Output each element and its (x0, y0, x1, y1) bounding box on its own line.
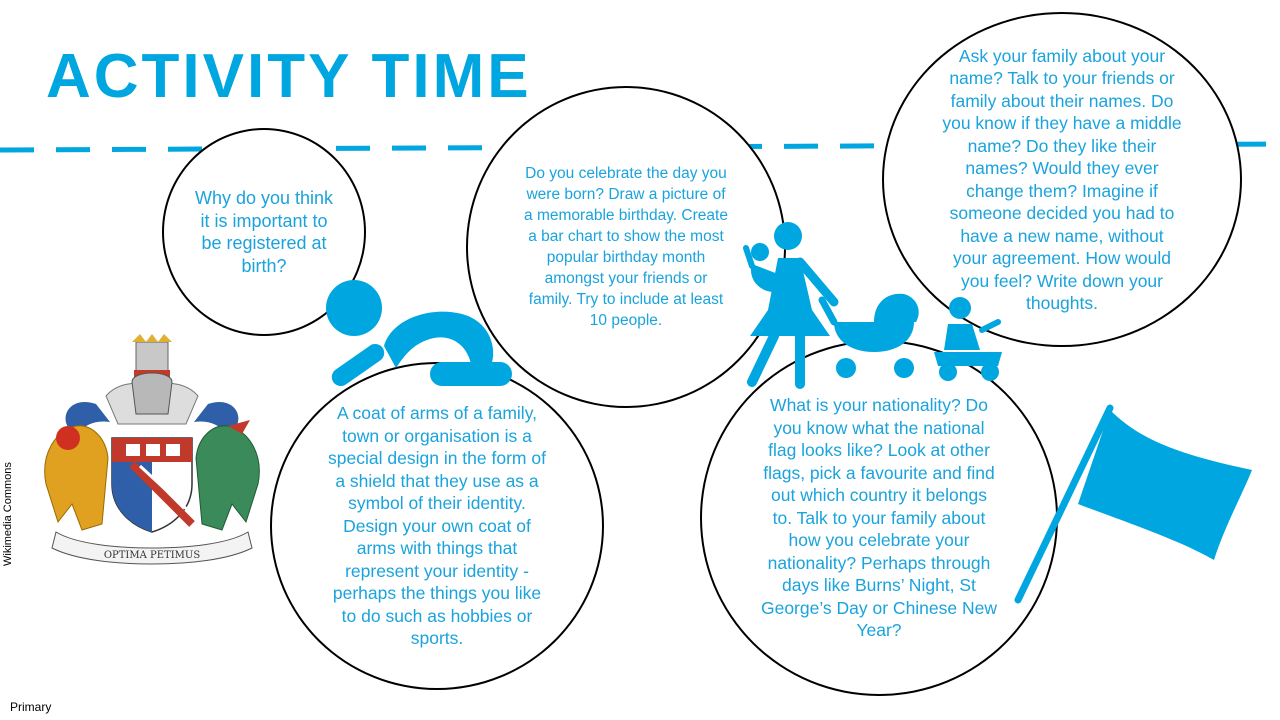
activity-text-coat-of-arms: A coat of arms of a family, town or organisation is a special design in the form of a shield that they use as a symbol of their identity. Design your own coat of arms with things that represent your identity - perhaps the things you like to do such as hobbies or sports. (328, 403, 546, 649)
activity-text-birthday: Do you celebrate the day you were born? Draw a picture of a memorable birthday. Create a bar chart to show the most popular birthday month amongst your friends or family. Try to include at least 10 people. (524, 165, 728, 329)
activity-circle-nationality (700, 340, 1058, 696)
crest-motto: OPTIMA PETIMUS (103, 550, 201, 561)
activity-text-registration: Why do you think it is important to be registered at birth? (194, 188, 334, 276)
activity-text-names: Ask your family about your name? Talk to your friends or family about their names. Do you know if they have a middle name? Do they like their names? Would they ever change them? Imagine if someone decided you had to have a new name, without your agreement. How would you feel? Write down your thoughts. (942, 45, 1182, 313)
activity-text-nationality: What is your nationality? Do you know what the national flag looks like? Look at other flags, pick a favourite and find out which country it belongs to. Talk to your family about how you celebrate your nationality? Perhaps through days like Burns’ Night, St George’s Day or Chinese New Year? (760, 395, 998, 641)
family-pram-icon (738, 218, 1010, 390)
crawling-baby-icon (322, 276, 516, 394)
coat-of-arms-image (36, 334, 268, 566)
activity-circle-coat-of-arms (270, 362, 604, 690)
flag-icon (1010, 400, 1260, 610)
footer-label: Primary (10, 700, 52, 714)
image-credit: Wikimedia Commons (2, 462, 14, 566)
page-title: ACTIVITY TIME (46, 42, 532, 111)
